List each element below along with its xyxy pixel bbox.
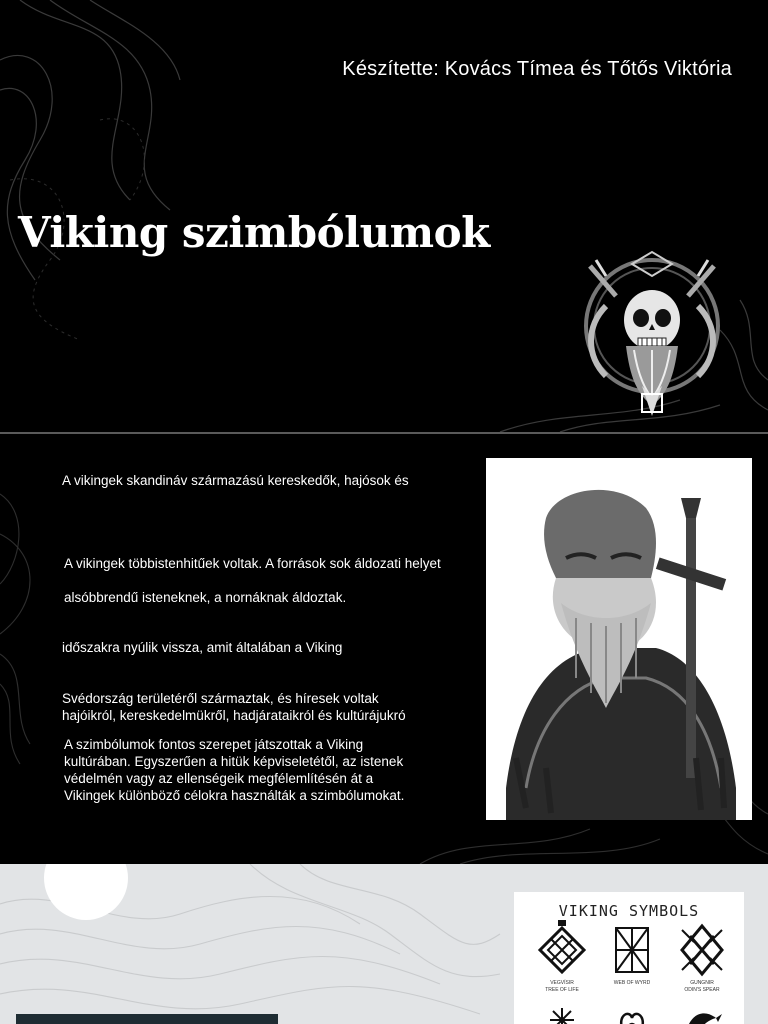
paragraph-6-line-3: védelmén vagy az ellenségeik megfélemlítésén át a [64,771,374,786]
vegvisir-compass-icon [550,1008,574,1024]
symbol-label-3-line-1: GUNGNIR [690,980,714,986]
paragraph-5-line-2: hajóikról, kereskedelmükről, hadjárataikról és kultúrájukró [62,708,406,723]
symbols-illustration [514,892,744,1024]
viking-skull-emblem-image [576,246,728,420]
triple-horn-icon [621,1014,643,1024]
vegvisir-knot-icon [540,920,584,972]
symbols-slide [0,864,768,1024]
viking-symbols-card [514,892,744,1024]
author-credit: Készítette: Kovács Tímea és Tőtős Viktória [342,58,732,80]
viking-warrior-illustration [486,458,752,820]
dark-text-bar [16,1014,278,1024]
slide-title: Viking szimbólumok [18,208,490,257]
paragraph-1: A vikingek skandináv származású kereskedők, hajósok és [62,473,409,488]
symbol-label-2-line-1: WEB OF WYRD [613,980,651,986]
paragraph-2: A vikingek többistenhitűek voltak. A források sok áldozati helyet [64,556,441,571]
viking-warrior-portrait [486,458,752,820]
symbol-label-3-line-2: ODIN'S SPEAR [684,987,720,993]
symbols-card-title: VIKING SYMBOLS [558,902,700,920]
symbol-label-1-line-1: VEGVÍSIR [550,980,574,986]
paragraph-6-line-2: kultúrában. Egyszerűen a hitük képviseletétől, az istenek [64,754,404,769]
decorative-circle [44,864,128,920]
paragraph-4: időszakra nyúlik vissza, amit általában a Viking [62,640,343,655]
paragraph-5-line-1: Svédország területéről származtak, és híresek voltak [62,691,379,706]
title-slide [0,0,768,432]
raven-icon [688,1013,722,1024]
content-slide [0,434,768,864]
paragraph-3: alsóbbrendű isteneknek, a nornáknak áldoztak. [64,590,347,605]
gungnir-icon [682,926,722,974]
web-of-wyrd-icon [616,928,648,972]
paragraph-6-line-1: A szimbólumok fontos szerepet játszottak a Viking [64,737,364,752]
symbol-label-1-line-2: TREE OF LIFE [545,987,579,993]
paragraph-6-line-4: Vikingek különböző célokra használták a szimbólumokat. [64,788,405,803]
